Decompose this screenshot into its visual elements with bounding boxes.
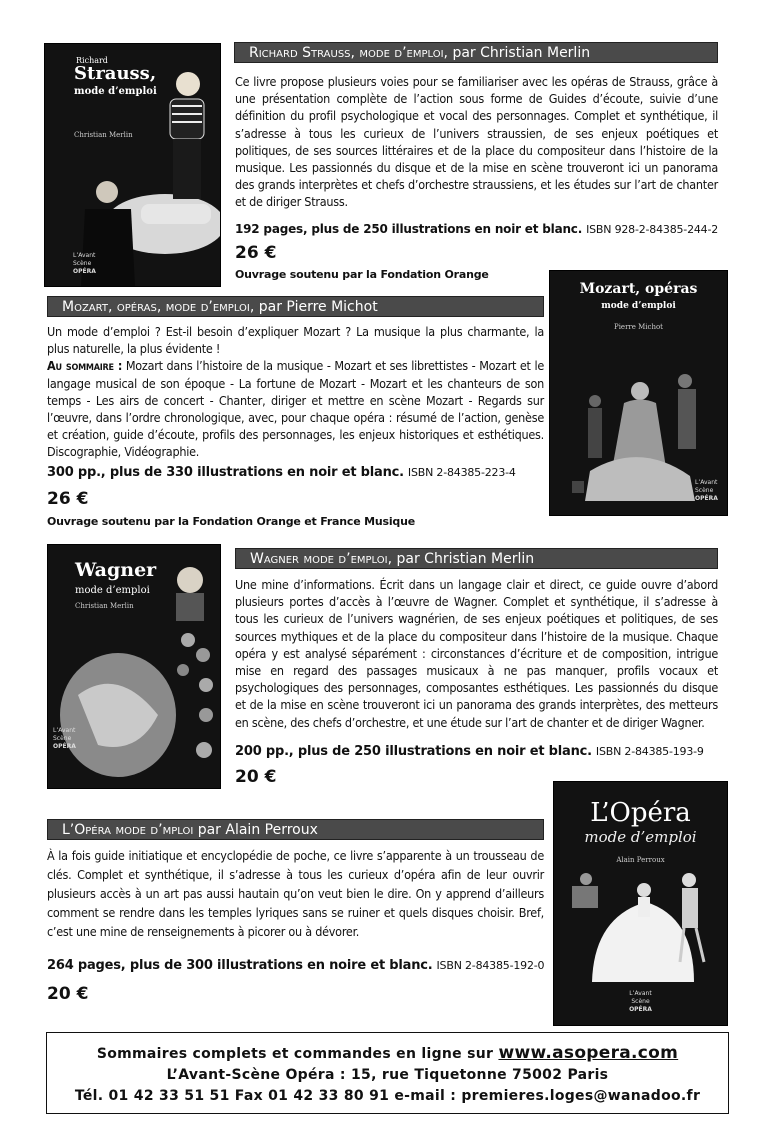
wagner-price: 20 € xyxy=(235,767,277,787)
isbn: ISBN 928-2-84385-244-2 xyxy=(586,223,719,236)
page-count: 264 pages, plus de 300 illustrations en noire et blanc. xyxy=(47,958,433,973)
mozart-book-cover xyxy=(549,270,728,516)
opera-book-cover xyxy=(553,781,728,1026)
opera-price: 20 € xyxy=(47,984,89,1004)
order-info-box xyxy=(46,1032,729,1114)
publisher-line: L’Avant xyxy=(695,479,718,486)
description-text: Une mine d’informations. Écrit dans un langage clair et direct, ce guide ouvre d’abord plusieurs portes d’accès à l’œuvre de Wagner. Complet et synthétique, il s’adresse à tous les curieux de l’univers wagnérien, de ses enjeux poétiques et politiques, de ses sources mythiques et de la place du compositeur dans l’histoire de la musique. Chaque opéra y est analysé séparément : circonstances d’écriture et de composition, intrigue mise en regard des passages musicaux à ne pas manquer, profils vocaux et psychologiques des personnages, composantes esthétiques. Les passionnés du disque et de la mise en scène trouveront ici un panorama des grands interprètes, des metteurs en scène, des chefs d’orchestre, et une étude sur l’art de chanter et de diriger Wagner. xyxy=(235,577,718,730)
cover-publisher xyxy=(554,990,727,1014)
opera-heading xyxy=(47,819,544,840)
page-count: 300 pp., plus de 330 illustrations en noir et blanc. xyxy=(47,465,404,480)
strauss-heading xyxy=(234,42,718,63)
heading-author: , par Christian Merlin xyxy=(443,45,591,61)
isbn: ISBN 2-84385-193-9 xyxy=(595,745,704,758)
publisher-line: L’Avant xyxy=(53,727,76,734)
wagner-info xyxy=(235,744,704,759)
footer-line-website xyxy=(47,1043,728,1065)
footer-contact: Tél. 01 42 33 51 51 Fax 01 42 33 80 91 e-mail : premieres.loges@wanadoo.fr xyxy=(74,1088,701,1104)
strauss-support: Ouvrage soutenu par la Fondation Orange xyxy=(235,268,489,281)
mozart-info xyxy=(47,465,516,480)
cover-subtitle: mode d’emploi xyxy=(584,828,697,846)
publisher-line: OPÉRA xyxy=(73,268,96,275)
publisher-line: L’Avant xyxy=(629,990,652,997)
footer-address: L’Avant-Scène Opéra : 15, rue Tiquetonne 75002 Paris xyxy=(166,1067,609,1083)
wagner-heading xyxy=(235,548,718,569)
cover-photo xyxy=(554,782,727,1025)
mozart-heading xyxy=(47,296,544,317)
strauss-price: 26 € xyxy=(235,243,277,263)
description-text: À la fois guide initiatique et encyclopédie de poche, ce livre s’apparente à un trousseau de clés. Complet et synthétique, il s’adresse à tous les curieux d’opéra afin de leur ouvrir plusieurs accès à un art pas aussi hautain qu’on veut bien le dire. On y apprend d’ailleurs comment se rendre dans les temples lyriques sans se ruiner et quels disques choisir. Bref, c’est une mine de renseignements à picorer ou à dévorer. xyxy=(47,848,544,939)
cover-publisher xyxy=(73,252,96,276)
intro-text: Un mode d’emploi ? Est-il besoin d’expliquer Mozart ? La musique la plus charmante, la plus naturelle, la plus évidente ! xyxy=(47,324,544,357)
cover-publisher xyxy=(53,727,76,751)
website-link[interactable]: www.asopera.com xyxy=(498,1043,679,1063)
description-text: Ce livre propose plusieurs voies pour se familiariser avec les opéras de Strauss, grâce à une présentation complète de l’action sous forme de Guides d’écoute, suivie d’une définition du profil psychologique et vocal des personnages. Complet et synthétique, il s’adresse à tous les curieux de l’univers straussien, de ses enjeux poétiques et politiques, de ses sources littéraires et de la place du compositeur dans l’histoire de la musique. Les passionnés du disque et de la mise en scène trouveront ici un panorama des grands interprètes et chefs d’orchestre straussiens, et les études sur l’art de chanter et de diriger Strauss. xyxy=(235,74,718,210)
heading-author: , par Christian Merlin xyxy=(387,551,535,567)
cover-photo xyxy=(48,545,220,788)
wagner-description xyxy=(235,576,718,731)
page-count: 192 pages, plus de 250 illustrations en noir et blanc. xyxy=(235,222,583,236)
strauss-book-cover xyxy=(44,43,221,287)
cover-photo xyxy=(45,44,220,286)
strauss-description xyxy=(235,73,718,211)
heading-title: Richard Strauss, mode d’emploi xyxy=(249,45,444,61)
publisher-line: Scène xyxy=(631,998,650,1005)
publisher-line: Scène xyxy=(73,260,92,267)
heading-title: Wagner mode d’emploi xyxy=(250,551,388,567)
publisher-line: Scène xyxy=(53,735,72,742)
publisher-line: L’Avant xyxy=(73,252,96,259)
cover-publisher xyxy=(695,479,718,503)
cover-author: Christian Merlin xyxy=(75,602,134,610)
wagner-book-cover xyxy=(47,544,221,789)
heading-author: par Alain Perroux xyxy=(193,822,318,838)
page-count: 200 pp., plus de 250 illustrations en noir et blanc. xyxy=(235,744,592,759)
cover-subtitle: mode d’emploi xyxy=(74,86,157,97)
cover-subtitle: mode d’emploi xyxy=(75,585,150,596)
cover-author: Pierre Michot xyxy=(613,323,663,331)
heading-title: Mozart, opéras, mode d’emploi xyxy=(62,299,250,315)
mozart-description xyxy=(47,323,544,461)
cover-title: Mozart, opéras xyxy=(579,281,698,297)
publisher-line: OPÉRA xyxy=(629,1006,652,1013)
cover-subtitle: mode d’emploi xyxy=(601,301,676,311)
cover-author: Alain Perroux xyxy=(616,856,665,864)
isbn: ISBN 2-84385-192-0 xyxy=(436,959,545,972)
cover-title: Wagner xyxy=(75,559,157,581)
mozart-support: Ouvrage soutenu par la Fondation Orange et France Musique xyxy=(47,515,415,528)
opera-info xyxy=(47,958,544,973)
cover-title: Strauss, xyxy=(74,63,157,84)
isbn: ISBN 2-84385-223-4 xyxy=(407,466,516,479)
cover-author: Christian Merlin xyxy=(74,131,133,139)
cover-title: L’Opéra xyxy=(590,798,691,828)
summary-text: Mozart dans l’histoire de la musique - Mozart et ses librettistes - Mozart et le langage musical de son époque - La fortune de Mozart - Mozart et les chanteurs de son temps - Les airs de concert - Chanter, diriger et mettre en scène Mozart - Regards sur l’œuvre, dans l’ordre chronologique, avec, pour chaque opéra : résumé de l’action, genèse et création, guide d’écoute, profils des personnages, les enjeux historiques et esthétiques. Discographie, Vidéographie. xyxy=(47,358,544,460)
heading-author: , par Pierre Michot xyxy=(249,299,378,315)
publisher-line: OPÉRA xyxy=(695,495,718,502)
opera-description xyxy=(47,846,544,941)
mozart-price: 26 € xyxy=(47,489,89,509)
publisher-line: Scène xyxy=(695,487,714,494)
strauss-info xyxy=(235,222,718,236)
cover-title-top: Richard xyxy=(76,56,108,65)
footer-text: Sommaires complets et commandes en ligne sur xyxy=(96,1046,499,1062)
publisher-line: OPÉRA xyxy=(53,743,76,750)
heading-title: L’Opéra mode d’mploi xyxy=(62,822,194,838)
summary-label: Au sommaire : xyxy=(47,358,123,374)
